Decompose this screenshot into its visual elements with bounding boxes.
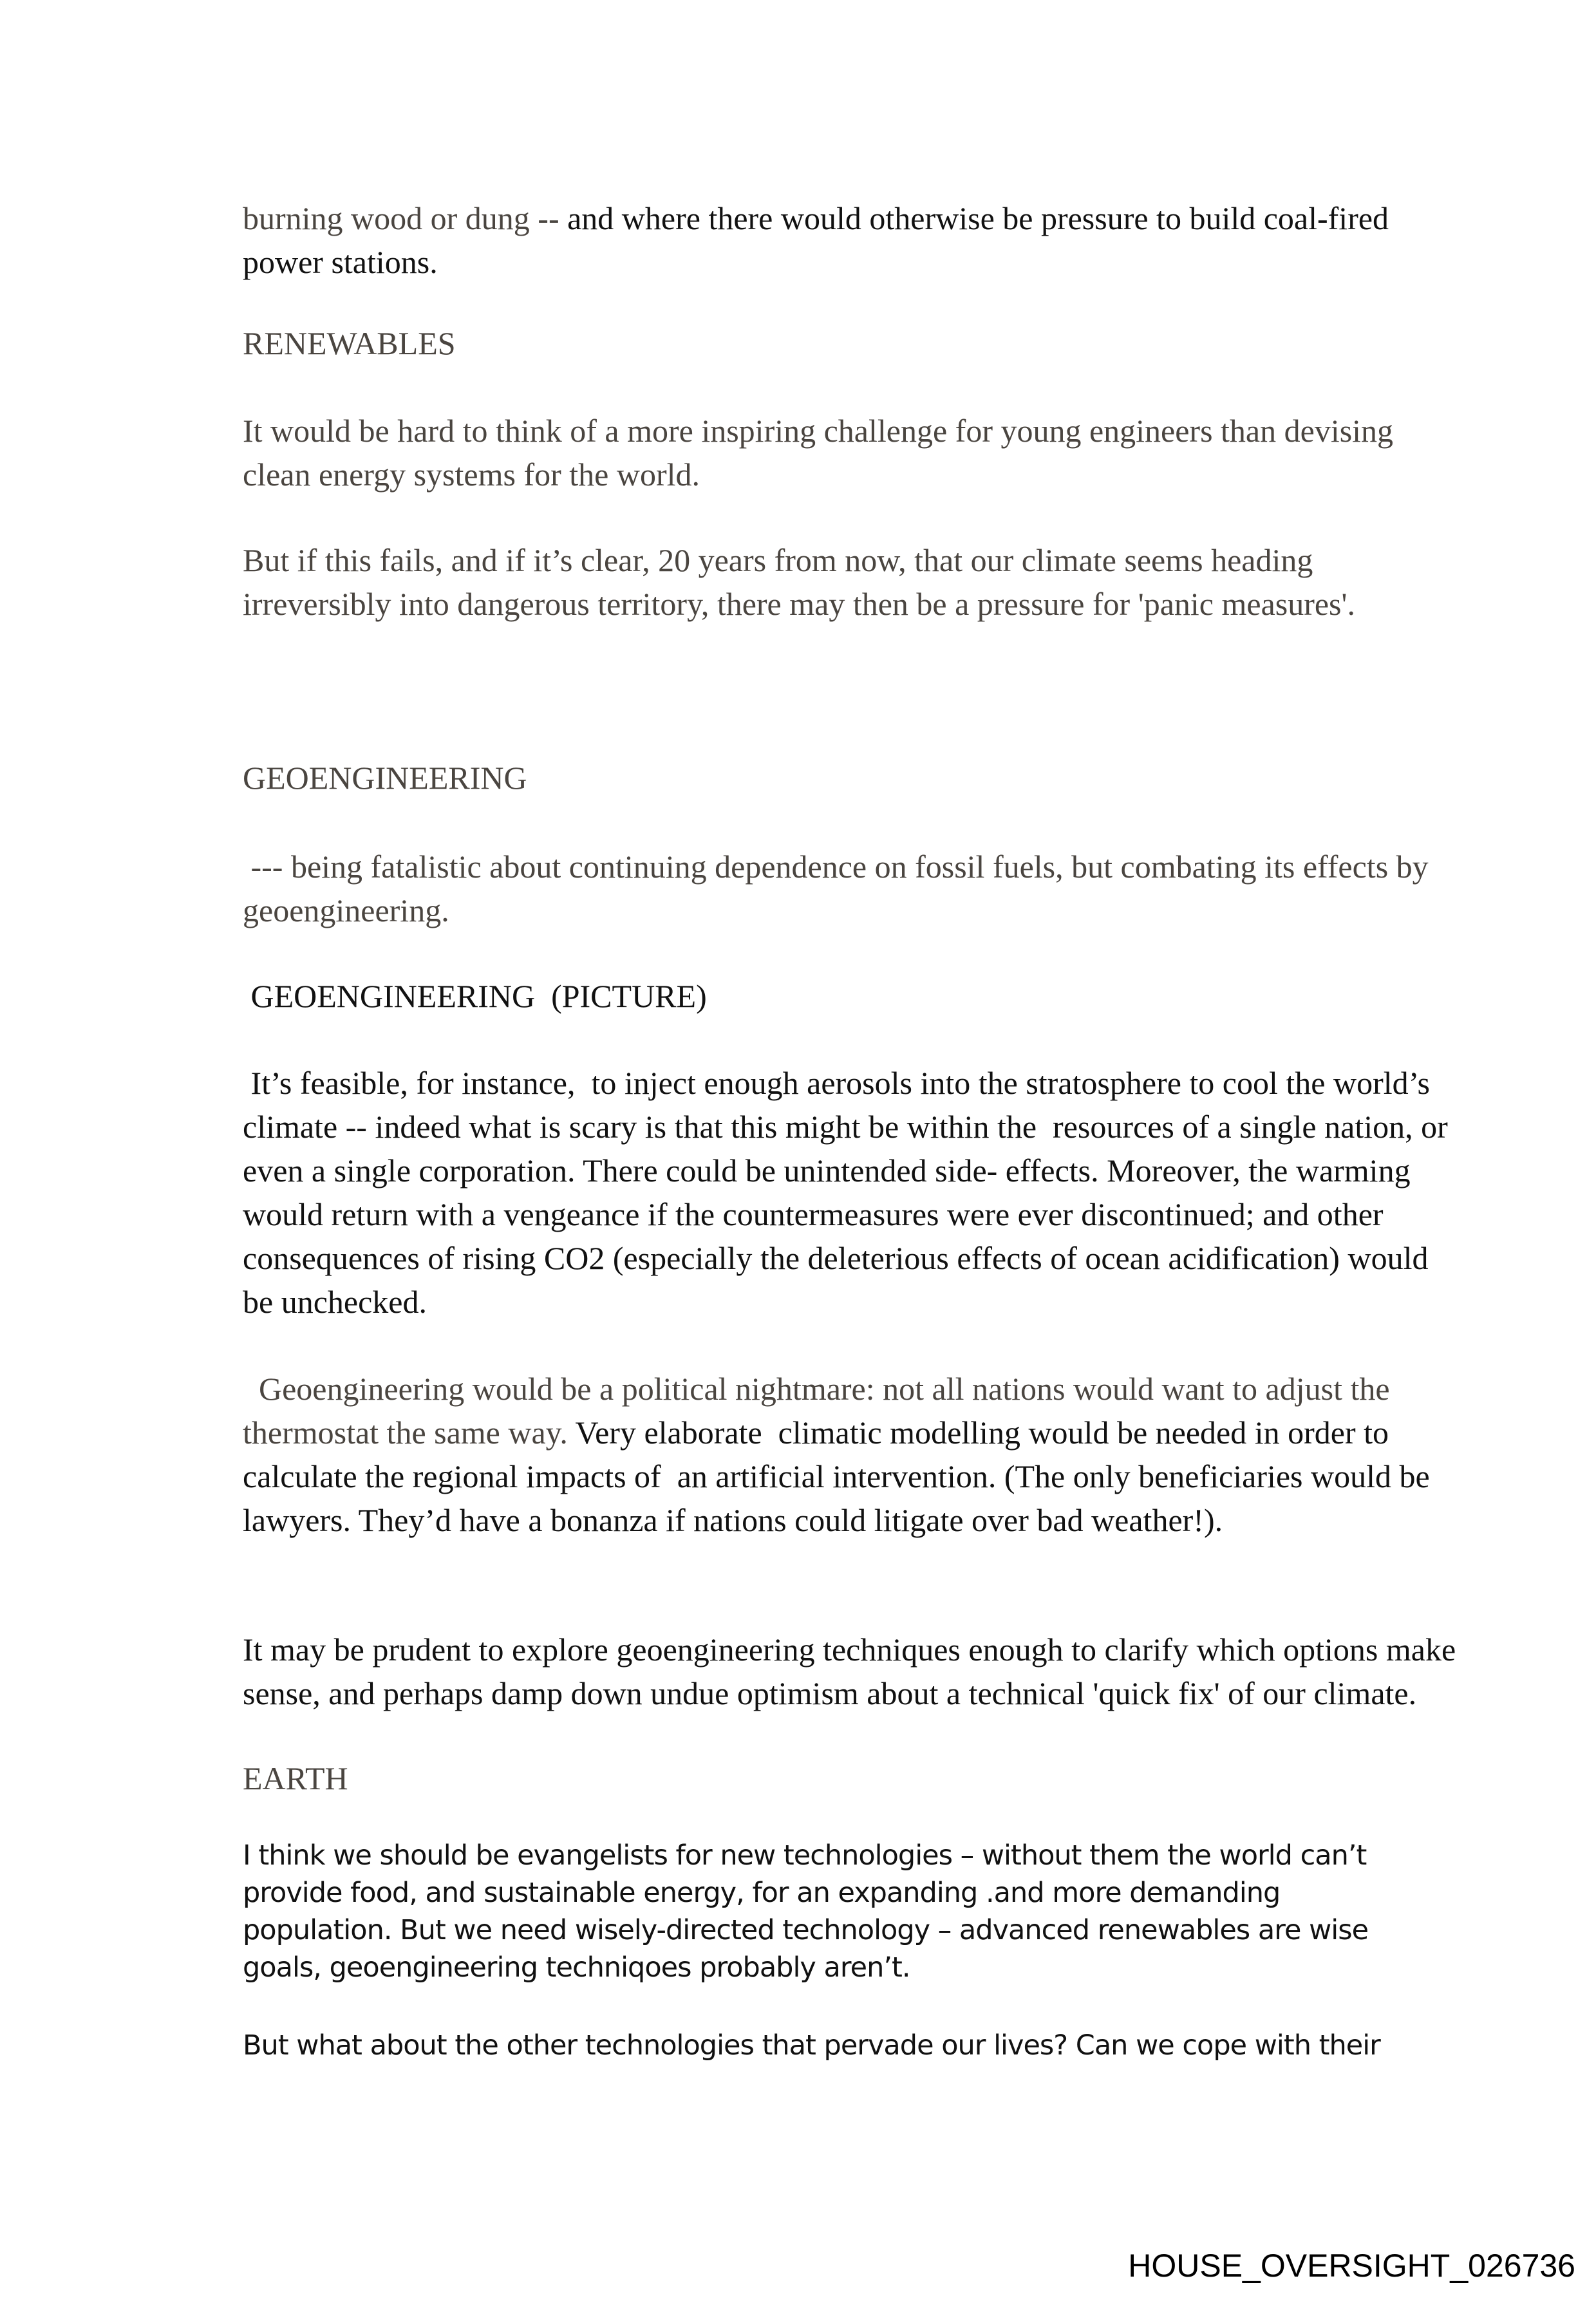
text-black: and where there would otherwise be pressure to build coal-fired power stations. [243,200,1389,280]
heading-geoengineering: GEOENGINEERING [243,760,527,796]
paragraph-evangelists: I think we should be evangelists for new technologies – without them the world can’t provide food, and sustainable energy, for an expanding .and more demanding population. But we need wisely-directed technology – advanced renewables are wise goals, geoengineering techniqoes probably aren’t. [243,1839,1369,1984]
heading-geoengineering-picture: GEOENGINEERING (PICTURE) [243,978,707,1014]
text-black: Very elaborate climatic modelling would be needed in order to calculate the regional impacts of an artificial intervention. (The only beneficiaries would be lawyers. They’d have a bonanza if nations could litigate over bad weather!). [243,1415,1438,1538]
paragraph-other-technologies: But what about the other technologies that pervade our lives? Can we cope with their [243,2029,1380,2062]
paragraph-fatalistic: --- being fatalistic about continuing dependence on fossil fuels, but combating its effects by geoengineering. [243,849,1437,928]
paragraph-prudent: It may be prudent to explore geoengineering techniques enough to clarify which options make sense, and perhaps damp down undue optimism about a technical 'quick fix' of our climate. [243,1631,1456,1711]
heading-renewables: RENEWABLES [243,325,456,361]
text-gray: burning wood or dung -- [243,200,568,236]
paragraph-political [243,1367,1466,1542]
paragraph-renewables: It would be hard to think of a more inspiring challenge for young engineers than devising clean energy systems for the world. [243,413,1394,493]
paragraph-aerosols: It’s feasible, for instance, to inject enough aerosols into the stratosphere to cool the world’s climate -- indeed what is scary is that this might be within the resources of a single nation, or even a single corporation. There could be unintended side- effects. Moreover, the warming would return with a vengeance if the countermeasures were ever discontinued; and other consequences of rising CO2 (especially the deleterious effects of ocean acidification) would be unchecked. [243,1065,1456,1320]
paragraph-panic: But if this fails, and if it’s clear, 20 years from now, that our climate seems heading irreversibly into dangerous territory, there may then be a pressure for 'panic measures'. [243,542,1356,622]
text-gray: Geoengineering would be a political nightmare: not all nations would want to adjust the thermostat the same way. [243,1371,1398,1451]
paragraph-coal [243,196,1466,284]
bates-number: HOUSE_OVERSIGHT_026736 [1128,2248,1575,2284]
heading-earth: EARTH [243,1760,348,1796]
